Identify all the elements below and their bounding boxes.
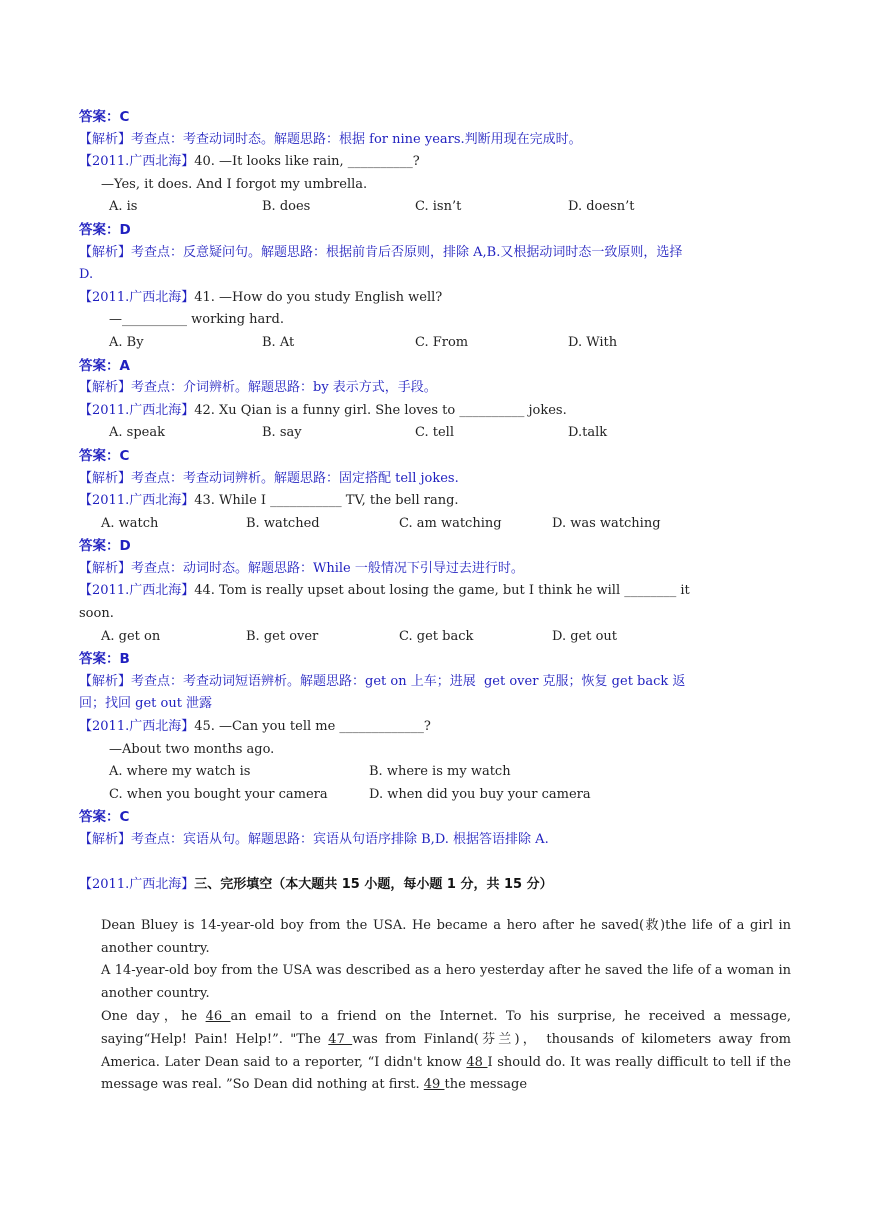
question-41-reply: —__________ working hard. [109,312,284,328]
option-c: C. when you bought your camera [109,786,328,802]
explanation-44-cont: 回；找回 get out 泄露 [79,696,213,712]
question-text: 44. Tom is really upset about losing the game, but I think he will ________ it [194,583,690,599]
option-c: C. get back [399,628,474,644]
answer-44: 答案：B [79,651,130,668]
option-d: D. doesn’t [568,199,635,215]
option-d: D.talk [568,425,608,441]
explanation-41: 【解析】考查点：介词辨析。解题思路：by 表示方式，手段。 [79,380,437,396]
option-c: C. From [415,334,469,350]
question-text: 41. —How do you study English well? [194,289,443,305]
question-text: 43. While I ___________ TV, the bell rang. [194,493,459,509]
question-42 [79,400,791,423]
options-45-ab [79,761,791,784]
option-b: B. does [262,199,311,215]
options-41 [79,332,791,355]
option-c: C. isn’t [415,199,462,215]
option-c: C. tell [415,425,454,441]
option-b: B. watched [246,515,320,531]
blank-47: 47 [328,1031,353,1047]
question-45 [79,716,791,739]
section-heading [79,874,791,897]
question-44-cont: soon. [79,606,114,622]
source-tag: 【2011.广西北海】 [79,583,195,599]
option-d: D. was watching [552,515,661,531]
question-40 [79,151,791,174]
options-43 [79,513,791,536]
option-c: C. am watching [399,515,502,531]
options-44 [79,626,791,649]
option-a: A. where my watch is [109,764,251,780]
passage-paragraph: Dean Bluey is 14-year-old boy from the USA. He became a hero after he saved(救)the life of a girl in another country. [101,917,791,956]
section-title: 三、完形填空（本大题共 15 小题，每小题 1 分，共 15 分） [194,877,553,893]
option-d: D. With [568,334,618,350]
options-42 [79,422,791,445]
explanation-39: 【解析】考查点：考查动词时态。解题思路：根据 for nine years.判断用现在完成时。 [79,131,582,147]
question-43 [79,490,791,513]
passage-paragraph: A 14-year-old boy from the USA was described as a hero yesterday after he saved the life of a woman in another country. [101,963,791,1002]
option-d: D. when did you buy your camera [369,786,591,802]
explanation-40: 【解析】考查点：反意疑问句。解题思路：根据前肯后否原则，排除 A,B.又根据动词时态一致原则，选择 [79,244,683,260]
option-a: A. is [109,199,138,215]
question-41 [79,287,791,310]
answer-43: 答案：D [79,538,131,555]
option-a: A. speak [109,425,165,441]
question-text: 42. Xu Qian is a funny girl. She loves to __________ jokes. [194,402,567,418]
explanation-40-cont: D. [79,267,94,283]
explanation-45: 【解析】考查点：宾语从句。解题思路：宾语从句语序排除 B,D. 根据答语排除 A. [79,832,549,847]
question-text: 45. —Can you tell me _____________? [194,719,431,735]
explanation-43: 【解析】考查点：动词时态。解题思路：While 一般情况下引导过去进行时。 [79,560,524,576]
option-a: A. get on [101,628,161,644]
source-tag: 【2011.广西北海】 [79,493,195,509]
source-tag: 【2011.广西北海】 [79,719,195,735]
question-40-reply: —Yes, it does. And I forgot my umbrella. [101,176,368,192]
option-d: D. get out [552,628,618,644]
cloze-passage [79,915,791,1097]
answer-40: 答案：D [79,221,131,238]
option-a: A. watch [101,515,159,531]
question-45-reply: —About two months ago. [109,741,275,757]
option-b: B. get over [246,628,319,644]
source-tag: 【2011.广西北海】 [79,877,195,893]
blank-49: 49 [423,1077,445,1093]
option-a: A. By [109,334,144,350]
answer-45: 答案：C [79,809,130,826]
source-tag: 【2011.广西北海】 [79,154,195,170]
source-tag: 【2011.广西北海】 [79,402,195,418]
options-40 [79,196,791,219]
answer-39: 答案：C [79,109,130,125]
explanation-44: 【解析】考查点：考查动词短语辨析。解题思路：get on 上车；进展 get over 克服；恢复 get back 返 [79,673,686,689]
options-45-cd [79,784,791,807]
passage-paragraph: One day，he 46 an email to a friend on the Internet. To his surprise, he received a message, saying“Help! Pain! Help!”. "The 47 was from Finland(芬兰)， thousands of kilometers away from America. Later Dean said to a reporter, “I didn't know 48 I should do. It was really difficult to tell if the message was real. ”So Dean did nothing at first. 49 the message [101,1008,791,1093]
answer-42: 答案：C [79,447,130,464]
option-b: B. where is my watch [369,764,511,780]
blank-46: 46 [205,1008,231,1024]
option-b: B. say [262,425,302,441]
explanation-42: 【解析】考查点：考查动词辨析。解题思路：固定搭配 tell jokes. [79,470,459,486]
blank-48: 48 [466,1054,488,1070]
document-page [79,106,791,1097]
answer-41: 答案：A [79,357,130,374]
question-text: 40. —It looks like rain, __________? [194,154,420,170]
option-b: B. At [262,334,295,350]
source-tag: 【2011.广西北海】 [79,289,195,305]
question-44 [79,580,791,603]
